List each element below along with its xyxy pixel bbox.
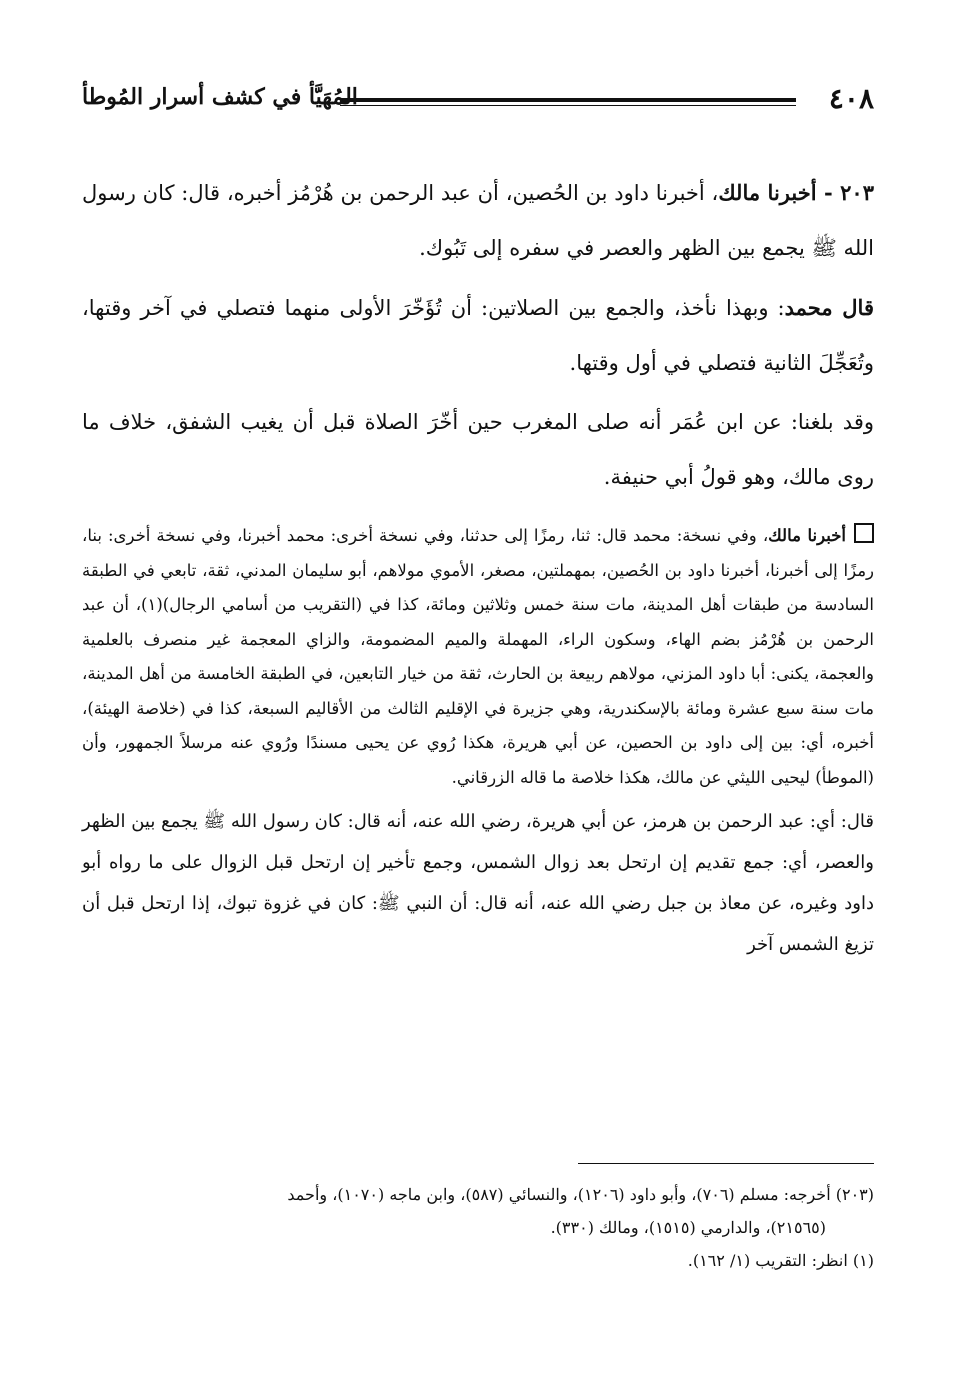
commentary-block: [82, 519, 874, 795]
commentary-lead: أخبرنا مالك: [768, 526, 846, 545]
book-title: المُهَيَّأ في كشف أسرار المُوطأ: [82, 84, 358, 110]
commentary-text: ، وفي نسخة: محمد قال: ثنا، رمزًا إلى حدثنا، وفي نسخة أخرى: محمد أخبرنا، وفي نسخة أخرى: بنا، رمزًا إلى أخبرنا، أخبرنا داود بن الحُصين، بمهملتين، مصغر، الأموي مولاهم، أبو سليمان المدني، ثقة، تابعي في الطبقة السادسة من طبقات أهل المدينة، مات سنة خمس وثلاثين ومائة، كذا في (التقريب من أسامي الرجال)(١)، أن عبد الرحمن بن هُرْمُز بضم الهاء، وسكون الراء، المهملة والميم المضمومة، والزاي المعجمة غير منصرف بالعلمية والعجمة، يكنى: أبا داود المزني، مولاهم ربيعة بن الحارث، ثقة من خيار التابعين، في الطبقة الخامسة من أهل المدينة، مات سنة سبع عشرة ومائة بالإسكندرية، وهي جزيرة في الإقليم الثالث من الأقاليم السبعة، كذا في (خلاصة الهيئة)، أخبره، أي: بين إلى داود بن الحصين، عن أبي هريرة، هكذا رُوي عن يحيى مسندًا ورُوي عنه مرسلاً الجمهور، وأن (الموطأ) ليحيى الليثي عن مالك، هكذا خلاصة ما قاله الزرقاني.: [82, 526, 874, 787]
muhammad-text: : وبهذا نأخذ، والجمع بين الصلاتين: أن تُؤَخّرَ الأولى منهما فتصلي في آخر وقتها، وتُعَجِّلَ الثانية فتصلي في أول وقتها.: [82, 296, 874, 375]
header-rule: [340, 98, 796, 106]
hadith-text: ، أخبرنا داود بن الحُصين، أن عبد الرحمن بن هُرْمُز أخبره، قال: كان رسول الله ﷺ يجمع بين الظهر والعصر في سفره إلى تَبُوك.: [82, 181, 874, 260]
page-header: [82, 82, 874, 122]
balagh-paragraph: وقد بلغنا: عن ابن عُمَر أنه صلى المغرب حين أخّرَ الصلاة قبل أن يغيب الشفق، خلاف ما روى مالك، وهو قولُ أبي حنيفة.: [82, 410, 874, 489]
hadith-paragraph: [82, 165, 874, 276]
footnotes: [82, 1178, 874, 1277]
footnote-rule: [578, 1163, 874, 1164]
page-content: [82, 165, 874, 965]
commentary-block-2: قال: أي: عبد الرحمن بن هرمز، عن أبي هريرة، رضي الله عنه، أنه قال: كان رسول الله ﷺ يجمع بين الظهر والعصر، أي: جمع تقديم إن ارتحل بعد زوال الشمس، وجمع تأخير إن ارتحل قبل الزوال على ما رواه أبو داود وغيره، عن معاذ بن جبل رضي الله عنه، أنه قال: أن النبي ﷺ: كان في غزوة تبوك، إذا ارتحل قبل أن تزيغ الشمس آخر: [82, 811, 874, 955]
hadith-lead: ٢٠٣ - أخبرنا مالك: [718, 180, 874, 205]
square-marker-icon: [854, 523, 874, 543]
footnote-203-line2: (٢١٥٦٥)، والدارمي (١٥١٥)، ومالك (٣٣٠).: [550, 1218, 826, 1237]
footnote-203-line1: (٢٠٣) أخرجه: مسلم (٧٠٦)، وأبو داود (١٢٠٦)، والنسائي (٥٨٧)، وابن ماجه (١٠٧٠)، وأحمد: [287, 1185, 874, 1204]
muhammad-lead: قال محمد: [784, 295, 874, 320]
footnote-1: (١) انظر: التقريب (١/ ١٦٢).: [687, 1251, 874, 1270]
page-number: ٤٠٨: [828, 82, 874, 115]
main-text: [82, 165, 874, 505]
muhammad-paragraph: [82, 280, 874, 391]
